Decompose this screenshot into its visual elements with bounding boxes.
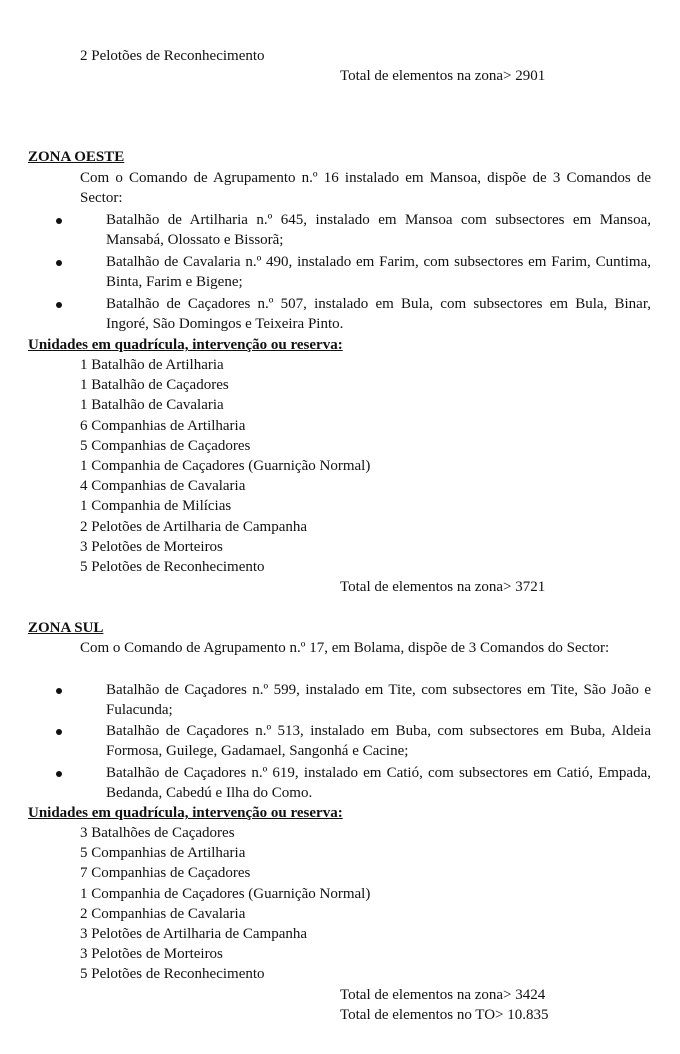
unit-line: 1 Companhia de Milícias <box>80 498 232 515</box>
unit-line: 1 Batalhão de Caçadores <box>80 377 229 394</box>
zone-total: Total de elementos na zona> 2901 <box>340 68 546 84</box>
zone-intro-oeste: Com o Comando de Agrupamento n.º 16 instalado em Mansoa, dispõe de 3 Comandos de Sector: <box>80 170 651 207</box>
sector-text: Batalhão de Caçadores n.º 619, instalado em Catió, com subsectores em Catió, Empada, Bedanda, Cabedú e Ilha do Como. <box>106 765 651 802</box>
zone-total-sul: Total de elementos na zona> 3424 <box>340 987 546 1003</box>
zone-intro-sul: Com o Comando de Agrupamento n.º 17, em Bolama, dispõe de 3 Comandos do Sector: <box>80 640 610 656</box>
bullet-icon <box>56 729 62 735</box>
unit-line: 4 Companhias de Cavalaria <box>80 478 246 495</box>
unit-line: 5 Companhias de Caçadores <box>80 437 251 454</box>
sector-text: Batalhão de Artilharia n.º 645, instalado em Mansoa com subsectores em Mansoa, Mansabá, Olossato e Bissorã; <box>106 212 651 249</box>
unit-line: 1 Companhia de Caçadores (Guarnição Normal) <box>80 885 371 902</box>
unit-line: 5 Pelotões de Reconhecimento <box>80 966 265 983</box>
zone-heading-sul: ZONA SUL <box>28 620 104 636</box>
bullet-icon <box>56 260 62 266</box>
units-list-sul <box>80 823 370 985</box>
bullet-icon <box>56 688 62 694</box>
zone-heading-oeste: ZONA OESTE <box>28 149 125 165</box>
unit-line: 1 Batalhão de Cavalaria <box>80 397 224 414</box>
unit-line: 3 Pelotões de Morteiros <box>80 946 223 963</box>
unit-line: 2 Pelotões de Artilharia de Campanha <box>80 518 308 535</box>
sector-text: Batalhão de Caçadores n.º 599, instalado em Tite, com subsectores em Tite, São João e Fulacunda; <box>106 682 651 719</box>
units-list-oeste <box>80 355 370 577</box>
unit-line: 5 Companhias de Artilharia <box>80 845 246 862</box>
unit-line: 2 Pelotões de Reconhecimento <box>80 48 265 64</box>
unit-line: 6 Companhias de Artilharia <box>80 417 246 434</box>
sector-text: Batalhão de Cavalaria n.º 490, instalado em Farim, com subsectores em Farim, Cuntima, Binta, Farim e Bigene; <box>106 254 651 291</box>
bullet-icon <box>56 302 62 308</box>
units-heading-oeste: Unidades em quadrícula, intervenção ou reserva: <box>28 337 343 353</box>
unit-line: 3 Batalhões de Caçadores <box>80 825 235 841</box>
unit-line: 1 Companhia de Caçadores (Guarnição Normal) <box>80 457 371 474</box>
zone-total-oeste: Total de elementos na zona> 3721 <box>340 579 546 595</box>
units-heading-sul: Unidades em quadrícula, intervenção ou reserva: <box>28 805 343 821</box>
bullet-icon <box>56 218 62 224</box>
unit-line: 7 Companhias de Caçadores <box>80 865 251 882</box>
sector-text: Batalhão de Caçadores n.º 507, instalado em Bula, com subsectores em Bula, Binar, Ingoré, São Domingos e Teixeira Pinto. <box>106 296 651 333</box>
bullet-icon <box>56 771 62 777</box>
unit-line: 2 Companhias de Cavalaria <box>80 905 246 922</box>
unit-line: 3 Pelotões de Artilharia de Campanha <box>80 925 308 942</box>
unit-line: 3 Pelotões de Morteiros <box>80 538 223 555</box>
unit-line: 5 Pelotões de Reconhecimento <box>80 558 265 575</box>
unit-line: 1 Batalhão de Artilharia <box>80 357 224 373</box>
grand-total: Total de elementos no TO> 10.835 <box>340 1007 549 1023</box>
sector-text: Batalhão de Caçadores n.º 513, instalado em Buba, com subsectores em Buba, Aldeia Formosa, Guilege, Gadamael, Sangonhá e Cacine; <box>106 723 651 760</box>
